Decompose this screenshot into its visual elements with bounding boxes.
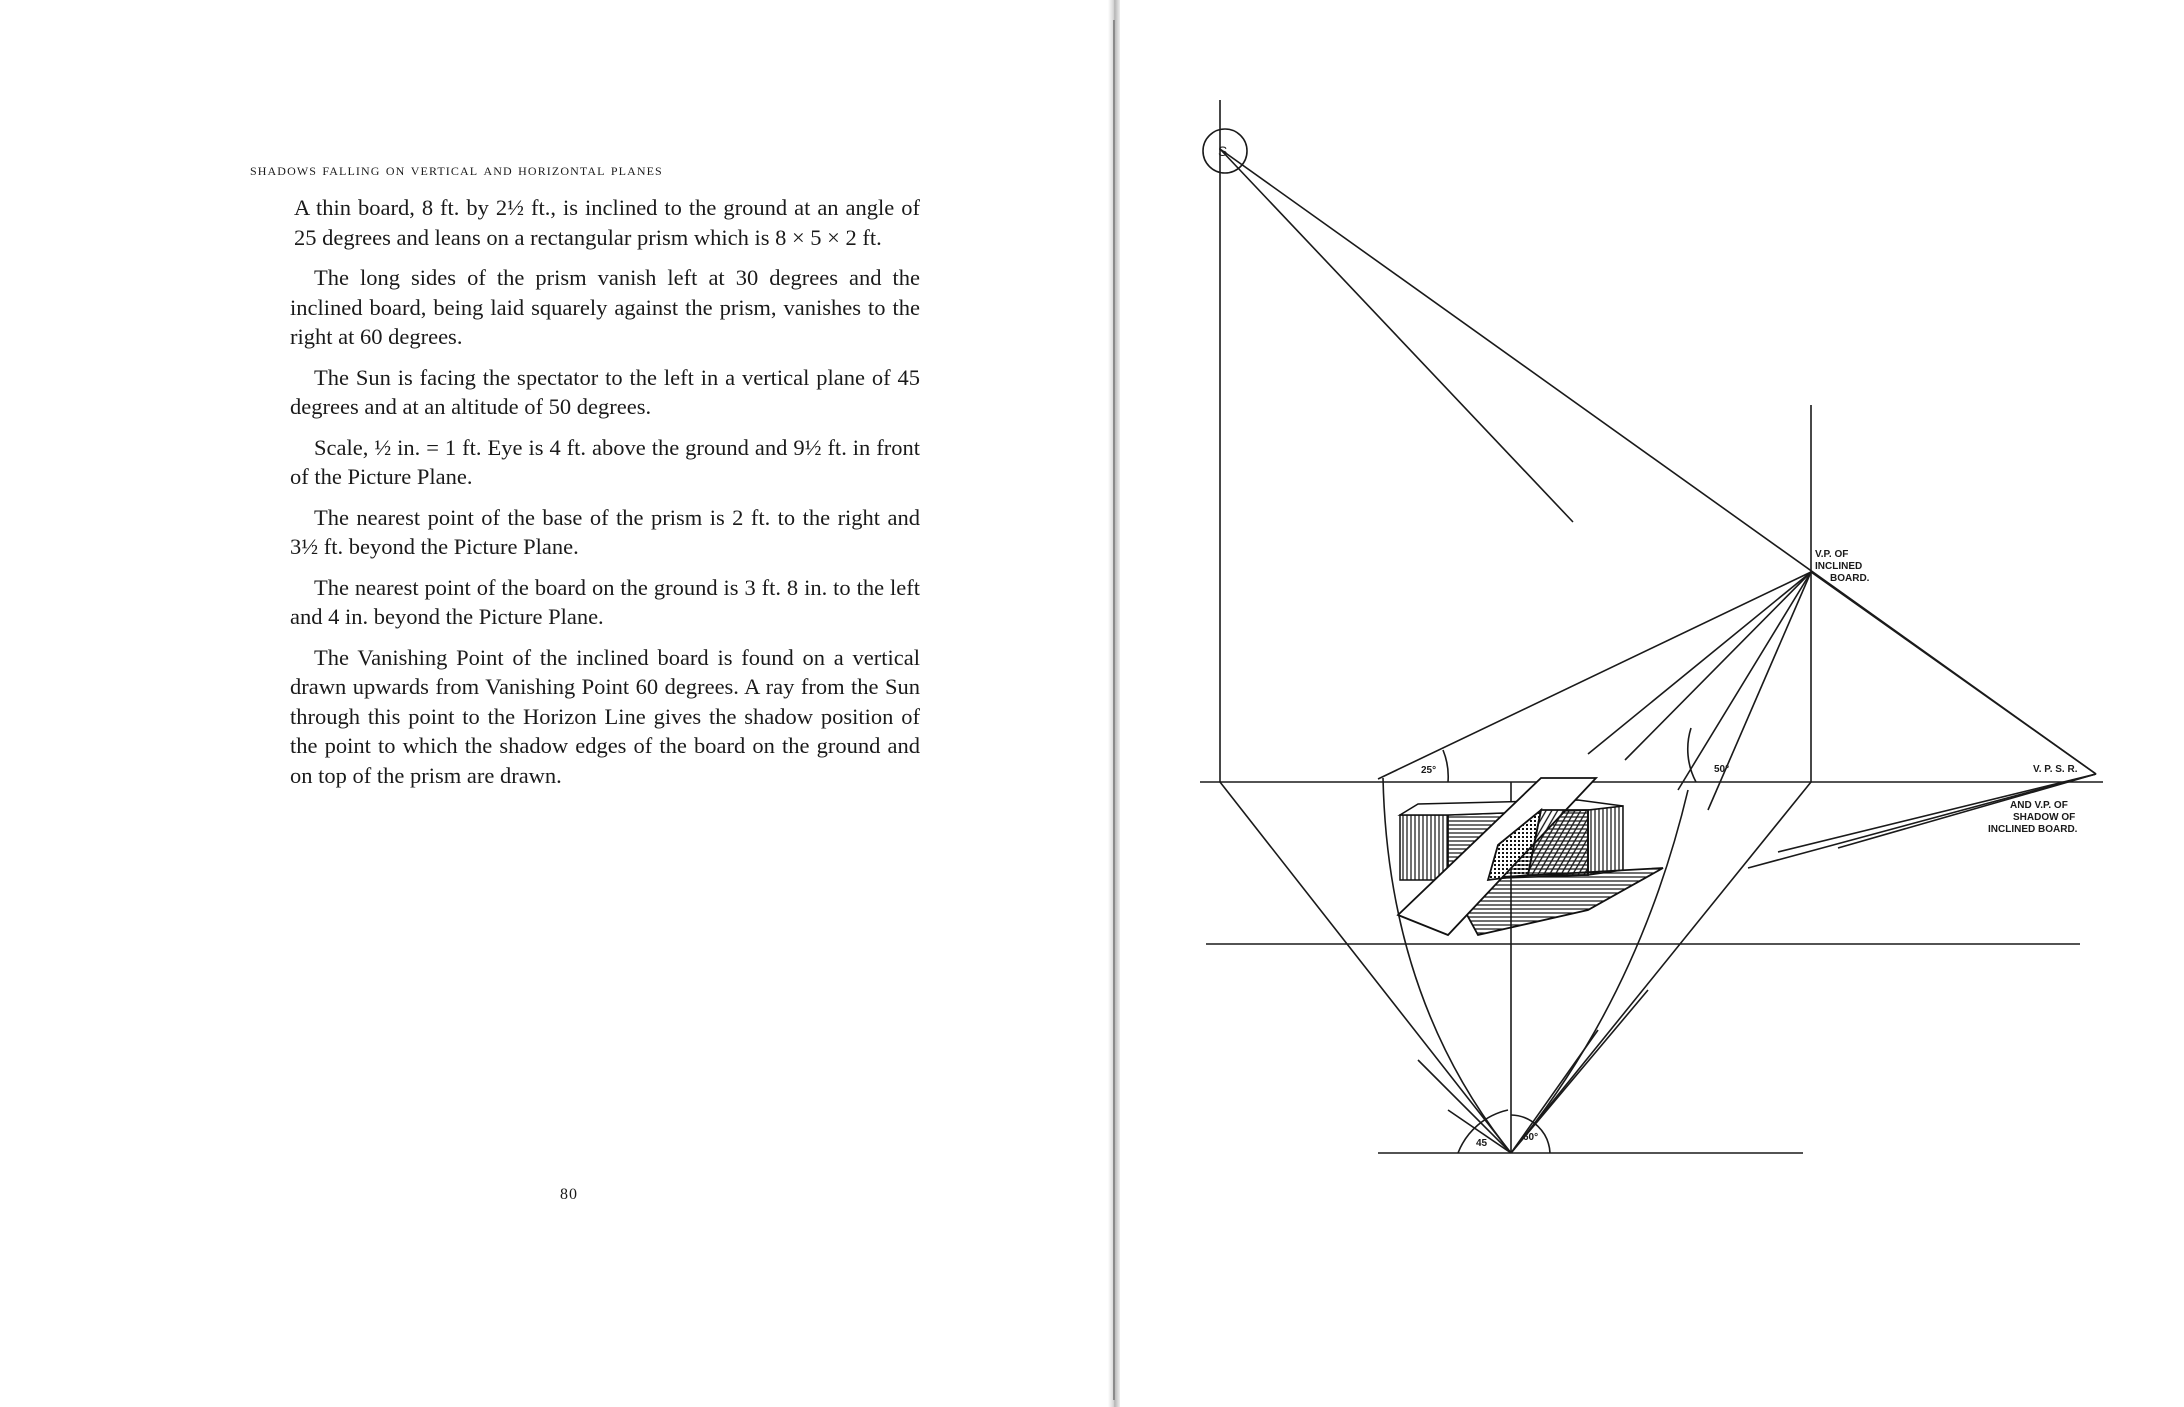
paragraph: The Sun is facing the spectator to the left in a vertical plane of 45 degrees and at an altitude of 50 degrees. [290, 364, 920, 419]
paragraph: A thin board, 8 ft. by 2½ ft., is inclined to the ground at an angle of 25 degrees and leans on a rectangular prism which is 8 × 5 × 2 ft. [294, 195, 920, 250]
paragraph: Scale, ½ in. = 1 ft. Eye is 4 ft. above the ground and 9½ ft. in front of the Picture Plane. [290, 434, 920, 489]
angle-arc-50 [1688, 728, 1696, 782]
paragraph: The nearest point of the base of the prism is 2 ft. to the right and 3½ ft. beyond the Picture Plane. [290, 504, 920, 559]
vp-board-label-line1: V.P. OF [1815, 549, 1849, 560]
gutter-fold-line [1113, 20, 1115, 1400]
angle-line [1511, 990, 1648, 1153]
angle-60-label: 60° [1523, 1132, 1539, 1143]
angle-25-label: 25° [1421, 765, 1437, 776]
angle-arc-25 [1443, 750, 1448, 782]
vp-board-label-line2: INCLINED [1815, 561, 1863, 572]
sun-label: S [1218, 143, 1228, 159]
paragraph: The Vanishing Point of the inclined board is found on a vertical drawn upwards from Vanishing Point 60 degrees. A ray from the Sun through this point to the Horizon Line gives the shadow position of the point to which the shadow edges of the board on the ground and on top of the prism are drawn. [290, 644, 920, 788]
page-number: 80 [560, 1186, 578, 1203]
vpsr-label: V. P. S. R. [2033, 764, 2078, 775]
running-heading: shadows falling on vertical and horizontal planes [250, 160, 663, 179]
paragraph: The long sides of the prism vanish left at 30 degrees and the inclined board, being laid squarely against the prism, vanishes to the right at 60 degrees. [290, 265, 920, 349]
paragraph: The nearest point of the board on the ground is 3 ft. 8 in. to the left and 4 in. beyond the Picture Plane. [290, 574, 920, 629]
shadow-line [1838, 774, 2096, 848]
shadow-vp-label-line1: AND V.P. OF [2010, 800, 2068, 811]
angle-45-label: 45 [1476, 1138, 1488, 1149]
angle-50-label: 50° [1714, 764, 1730, 775]
prism-right-face [1588, 806, 1623, 875]
construction-line [1625, 572, 1811, 760]
body-text [290, 193, 920, 801]
perspective-drawing [1118, 0, 2184, 1407]
sun-ray [1220, 149, 1573, 522]
shadow-vp-label-line3: INCLINED BOARD. [1988, 824, 2078, 835]
shadow-vp-label-line2: SHADOW OF [2013, 812, 2076, 823]
vp-board-to-vpsr [1811, 572, 2096, 774]
prism-left-face [1400, 815, 1448, 880]
vp-board-label-line3: BOARD. [1830, 573, 1870, 584]
construction-line [1678, 572, 1811, 790]
